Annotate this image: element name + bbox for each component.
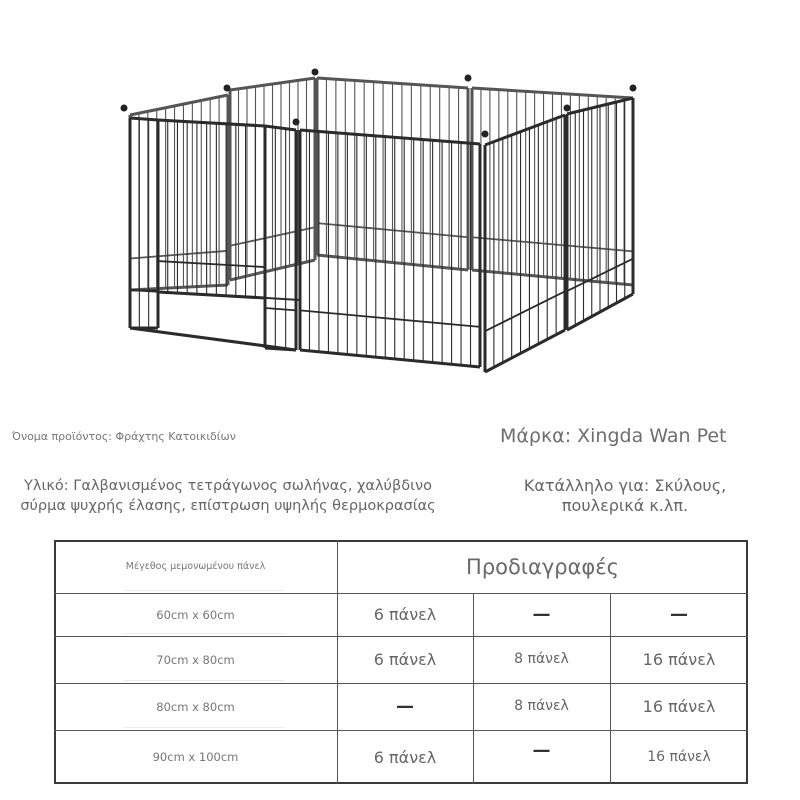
- row-value: 8 πάνελ: [514, 698, 569, 714]
- header-specs: Προδιαγραφές: [466, 554, 619, 579]
- row-value: 6 πάνελ: [373, 747, 437, 767]
- suitable-for: Κατάλληλο για: Σκύλους, πουλερικά κ.λπ.: [523, 476, 727, 515]
- row-value: 16 πάνελ: [642, 697, 716, 716]
- row-value: 6 πάνελ: [373, 605, 437, 624]
- row-value: 16 πάνελ: [647, 748, 711, 765]
- row-value: —: [532, 604, 551, 625]
- spec-table: [54, 540, 748, 784]
- row-value: 16 πάνελ: [642, 650, 716, 669]
- row-value: —: [532, 739, 551, 761]
- row-value: —: [670, 604, 688, 625]
- row-size: 70cm x 80cm: [156, 652, 235, 667]
- header-size: Μέγεθος μεμονωμένου πάνελ: [125, 561, 266, 572]
- pet-fence-image: [100, 60, 660, 390]
- row-size: 60cm x 60cm: [156, 607, 235, 622]
- row-size: 90cm x 100cm: [152, 750, 239, 764]
- row-value: 6 πάνελ: [373, 650, 437, 669]
- brand: Μάρκα: Xingda Wan Pet: [500, 425, 727, 447]
- row-size: 80cm x 80cm: [156, 699, 235, 714]
- material: Υλικό: Γαλβανισμένος τετράγωνος σωλήνας, χαλύβδινο σύρμα ψυχρής έλασης, επίστρωση υψηλής θερμοκρασίας: [20, 478, 436, 514]
- pet-fence-illustration: [100, 60, 660, 390]
- row-value: 8 πάνελ: [514, 651, 569, 667]
- row-value: —: [396, 696, 414, 717]
- product-name: Όνομα προϊόντος: Φράχτης Κατοικιδίων: [12, 430, 236, 443]
